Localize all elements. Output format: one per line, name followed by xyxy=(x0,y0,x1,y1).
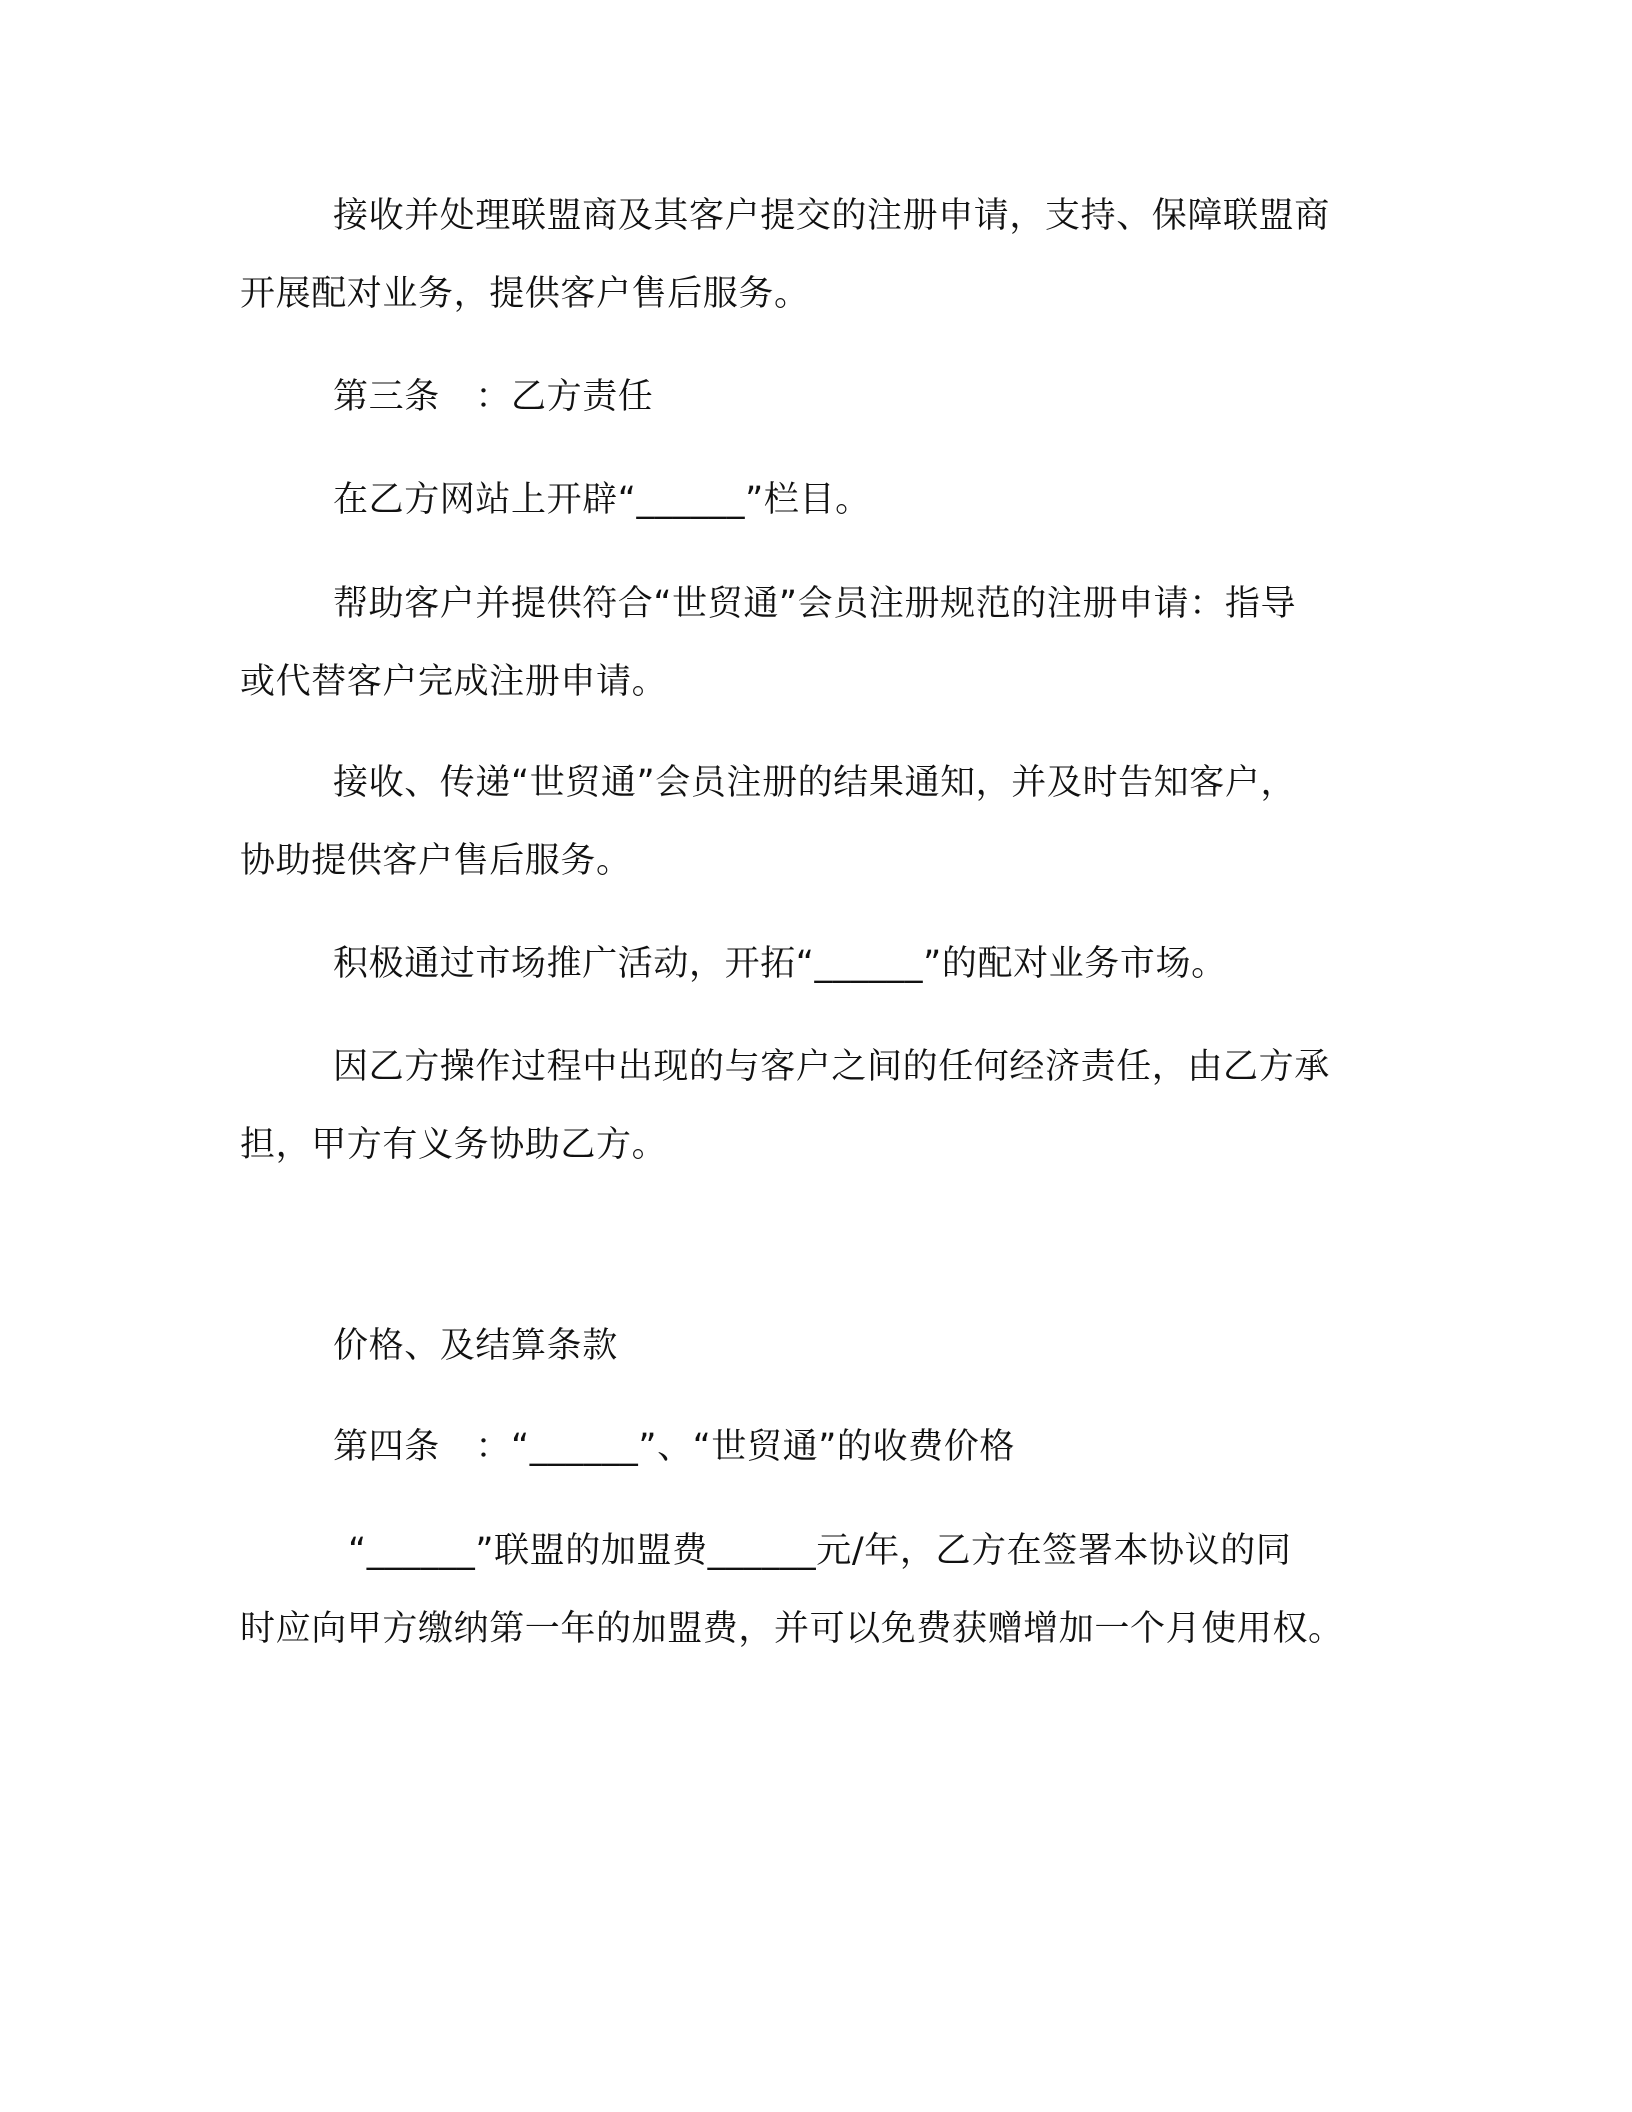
section-heading: 价格、及结算条款 xyxy=(333,1326,618,1366)
article-heading: 第四条 ：“______”、“世贸通”的收费价格 xyxy=(333,1427,1015,1467)
paragraph-line: 担，甲方有义务协助乙方。 xyxy=(240,1125,668,1165)
paragraph-line: 因乙方操作过程中出现的与客户之间的任何经济责任，由乙方承 xyxy=(333,1047,1330,1087)
paragraph-line: 帮助客户并提供符合“世贸通”会员注册规范的注册申请：指导 xyxy=(333,584,1297,624)
paragraph-line: 或代替客户完成注册申请。 xyxy=(240,662,668,702)
paragraph-line: 时应向甲方缴纳第一年的加盟费，并可以免费获赠增加一个月使用权。 xyxy=(240,1609,1344,1649)
paragraph-line: 积极通过市场推广活动，开拓“______”的配对业务市场。 xyxy=(333,944,1227,984)
paragraph-line: 在乙方网站上开辟“______”栏目。 xyxy=(333,480,871,520)
paragraph-line: 协助提供客户售后服务。 xyxy=(240,841,632,881)
article-heading: 第三条 ：乙方责任 xyxy=(333,377,654,417)
paragraph-line: “______”联盟的加盟费______元/年，乙方在签署本协议的同 xyxy=(348,1531,1292,1571)
paragraph-line: 开展配对业务，提供客户售后服务。 xyxy=(240,274,810,314)
paragraph-line: 接收、传递“世贸通”会员注册的结果通知，并及时告知客户， xyxy=(333,763,1297,803)
paragraph-line: 接收并处理联盟商及其客户提交的注册申请，支持、保障联盟商 xyxy=(333,196,1330,236)
